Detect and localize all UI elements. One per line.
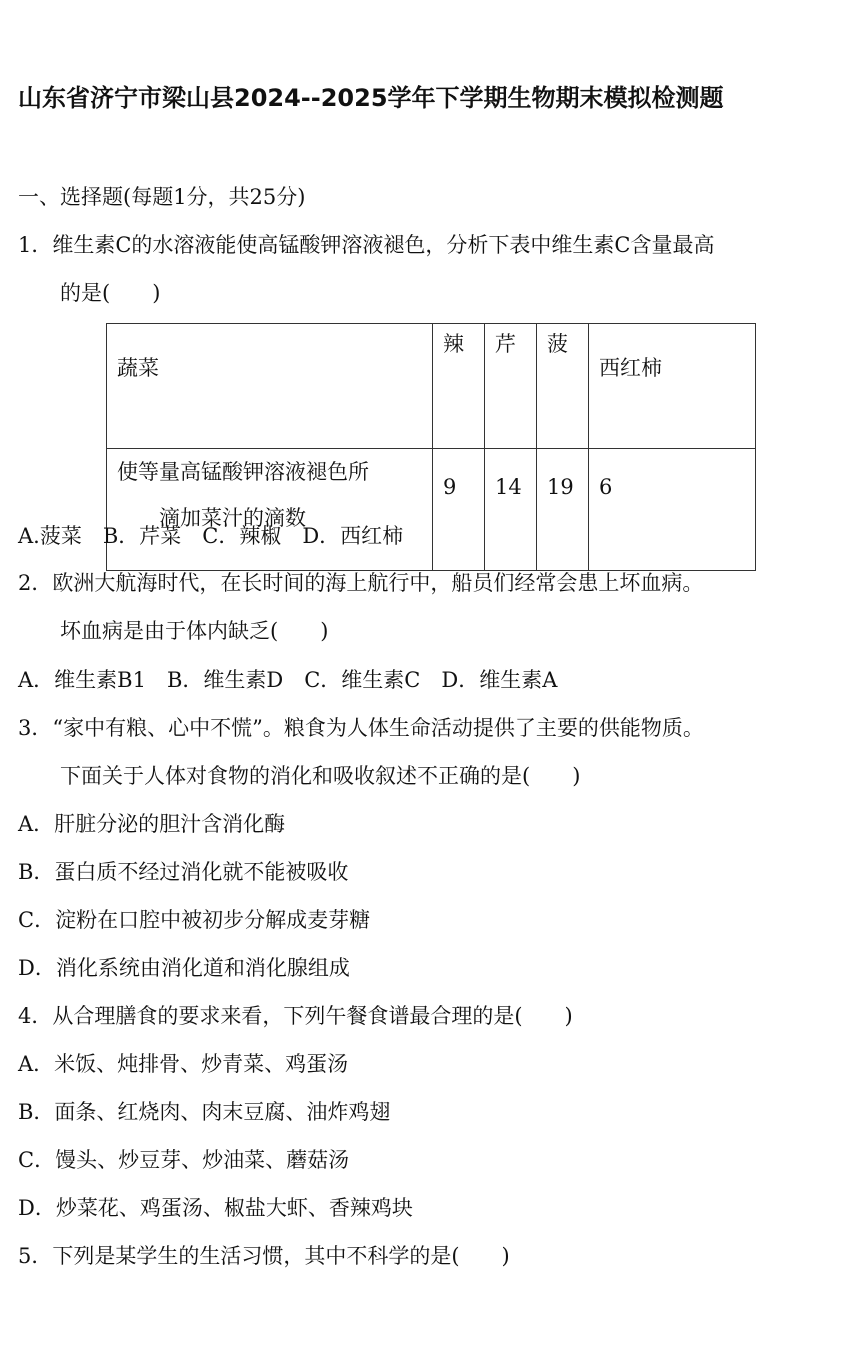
question-3-option-b: B．蛋白质不经过消化就不能被吸收 (18, 860, 349, 884)
question-1-options: A.菠菜 B．芹菜 C．辣椒 D．西红柿 (18, 524, 404, 548)
question-1-stem-continued: 的是( ) (60, 281, 161, 305)
question-4-option-c: C．馒头、炒豆芽、炒油菜、蘑菇汤 (18, 1148, 350, 1172)
table-row-label-line-2: 滴加菜汁的滴数 (159, 506, 306, 530)
table-header-row (107, 324, 756, 449)
table-value-spinach: 19 (537, 449, 589, 571)
question-3-option-a: A．肝脏分泌的胆汁含消化酶 (18, 812, 286, 836)
question-3-stem: 3．“家中有粮、心中不慌”。粮食为人体生命活动提供了主要的供能物质。 (18, 716, 704, 740)
question-1-stem: 1．维生素C的水溶液能使高锰酸钾溶液褪色，分析下表中维生素C含量最高 (18, 233, 715, 257)
table-header-celery: 芹 (485, 324, 537, 449)
question-4-option-a: A．米饭、炖排骨、炒青菜、鸡蛋汤 (18, 1052, 349, 1076)
table-header-tomato: 西红柿 (589, 324, 756, 449)
table-row-label (107, 449, 433, 571)
table-row-label-line-1: 使等量高锰酸钾溶液褪色所 (117, 460, 369, 484)
document-title: 山东省济宁市梁山县2024--2025学年下学期生物期末模拟检测题 (18, 84, 724, 112)
question-2-stem-continued: 坏血病是由于体内缺乏( ) (60, 619, 329, 643)
question-5-stem: 5．下列是某学生的生活习惯，其中不科学的是( ) (18, 1244, 510, 1268)
table-data-row (107, 449, 756, 571)
table-header-vegetable: 蔬菜 (107, 324, 433, 449)
question-2-options: A．维生素B1 B．维生素D C．维生素C D．维生素A (18, 668, 558, 692)
question-4-option-b: B．面条、红烧肉、肉末豆腐、油炸鸡翅 (18, 1100, 391, 1124)
table-value-tomato: 6 (589, 449, 756, 571)
table-header-pepper: 辣 (433, 324, 485, 449)
question-3-option-c: C．淀粉在口腔中被初步分解成麦芽糖 (18, 908, 371, 932)
table-value-celery: 14 (485, 449, 537, 571)
table-value-pepper: 9 (433, 449, 485, 571)
question-2-stem: 2．欧洲大航海时代，在长时间的海上航行中，船员们经常会患上坏血病。 (18, 571, 704, 595)
table-header-spinach: 菠 (537, 324, 589, 449)
question-4-stem: 4．从合理膳食的要求来看，下列午餐食谱最合理的是( ) (18, 1004, 573, 1028)
section-heading: 一、选择题(每题1分，共25分) (18, 185, 306, 209)
question-3-stem-continued: 下面关于人体对食物的消化和吸收叙述不正确的是( ) (60, 764, 581, 788)
question-3-option-d: D．消化系统由消化道和消化腺组成 (18, 956, 350, 980)
question-4-option-d: D．炒菜花、鸡蛋汤、椒盐大虾、香辣鸡块 (18, 1196, 413, 1220)
